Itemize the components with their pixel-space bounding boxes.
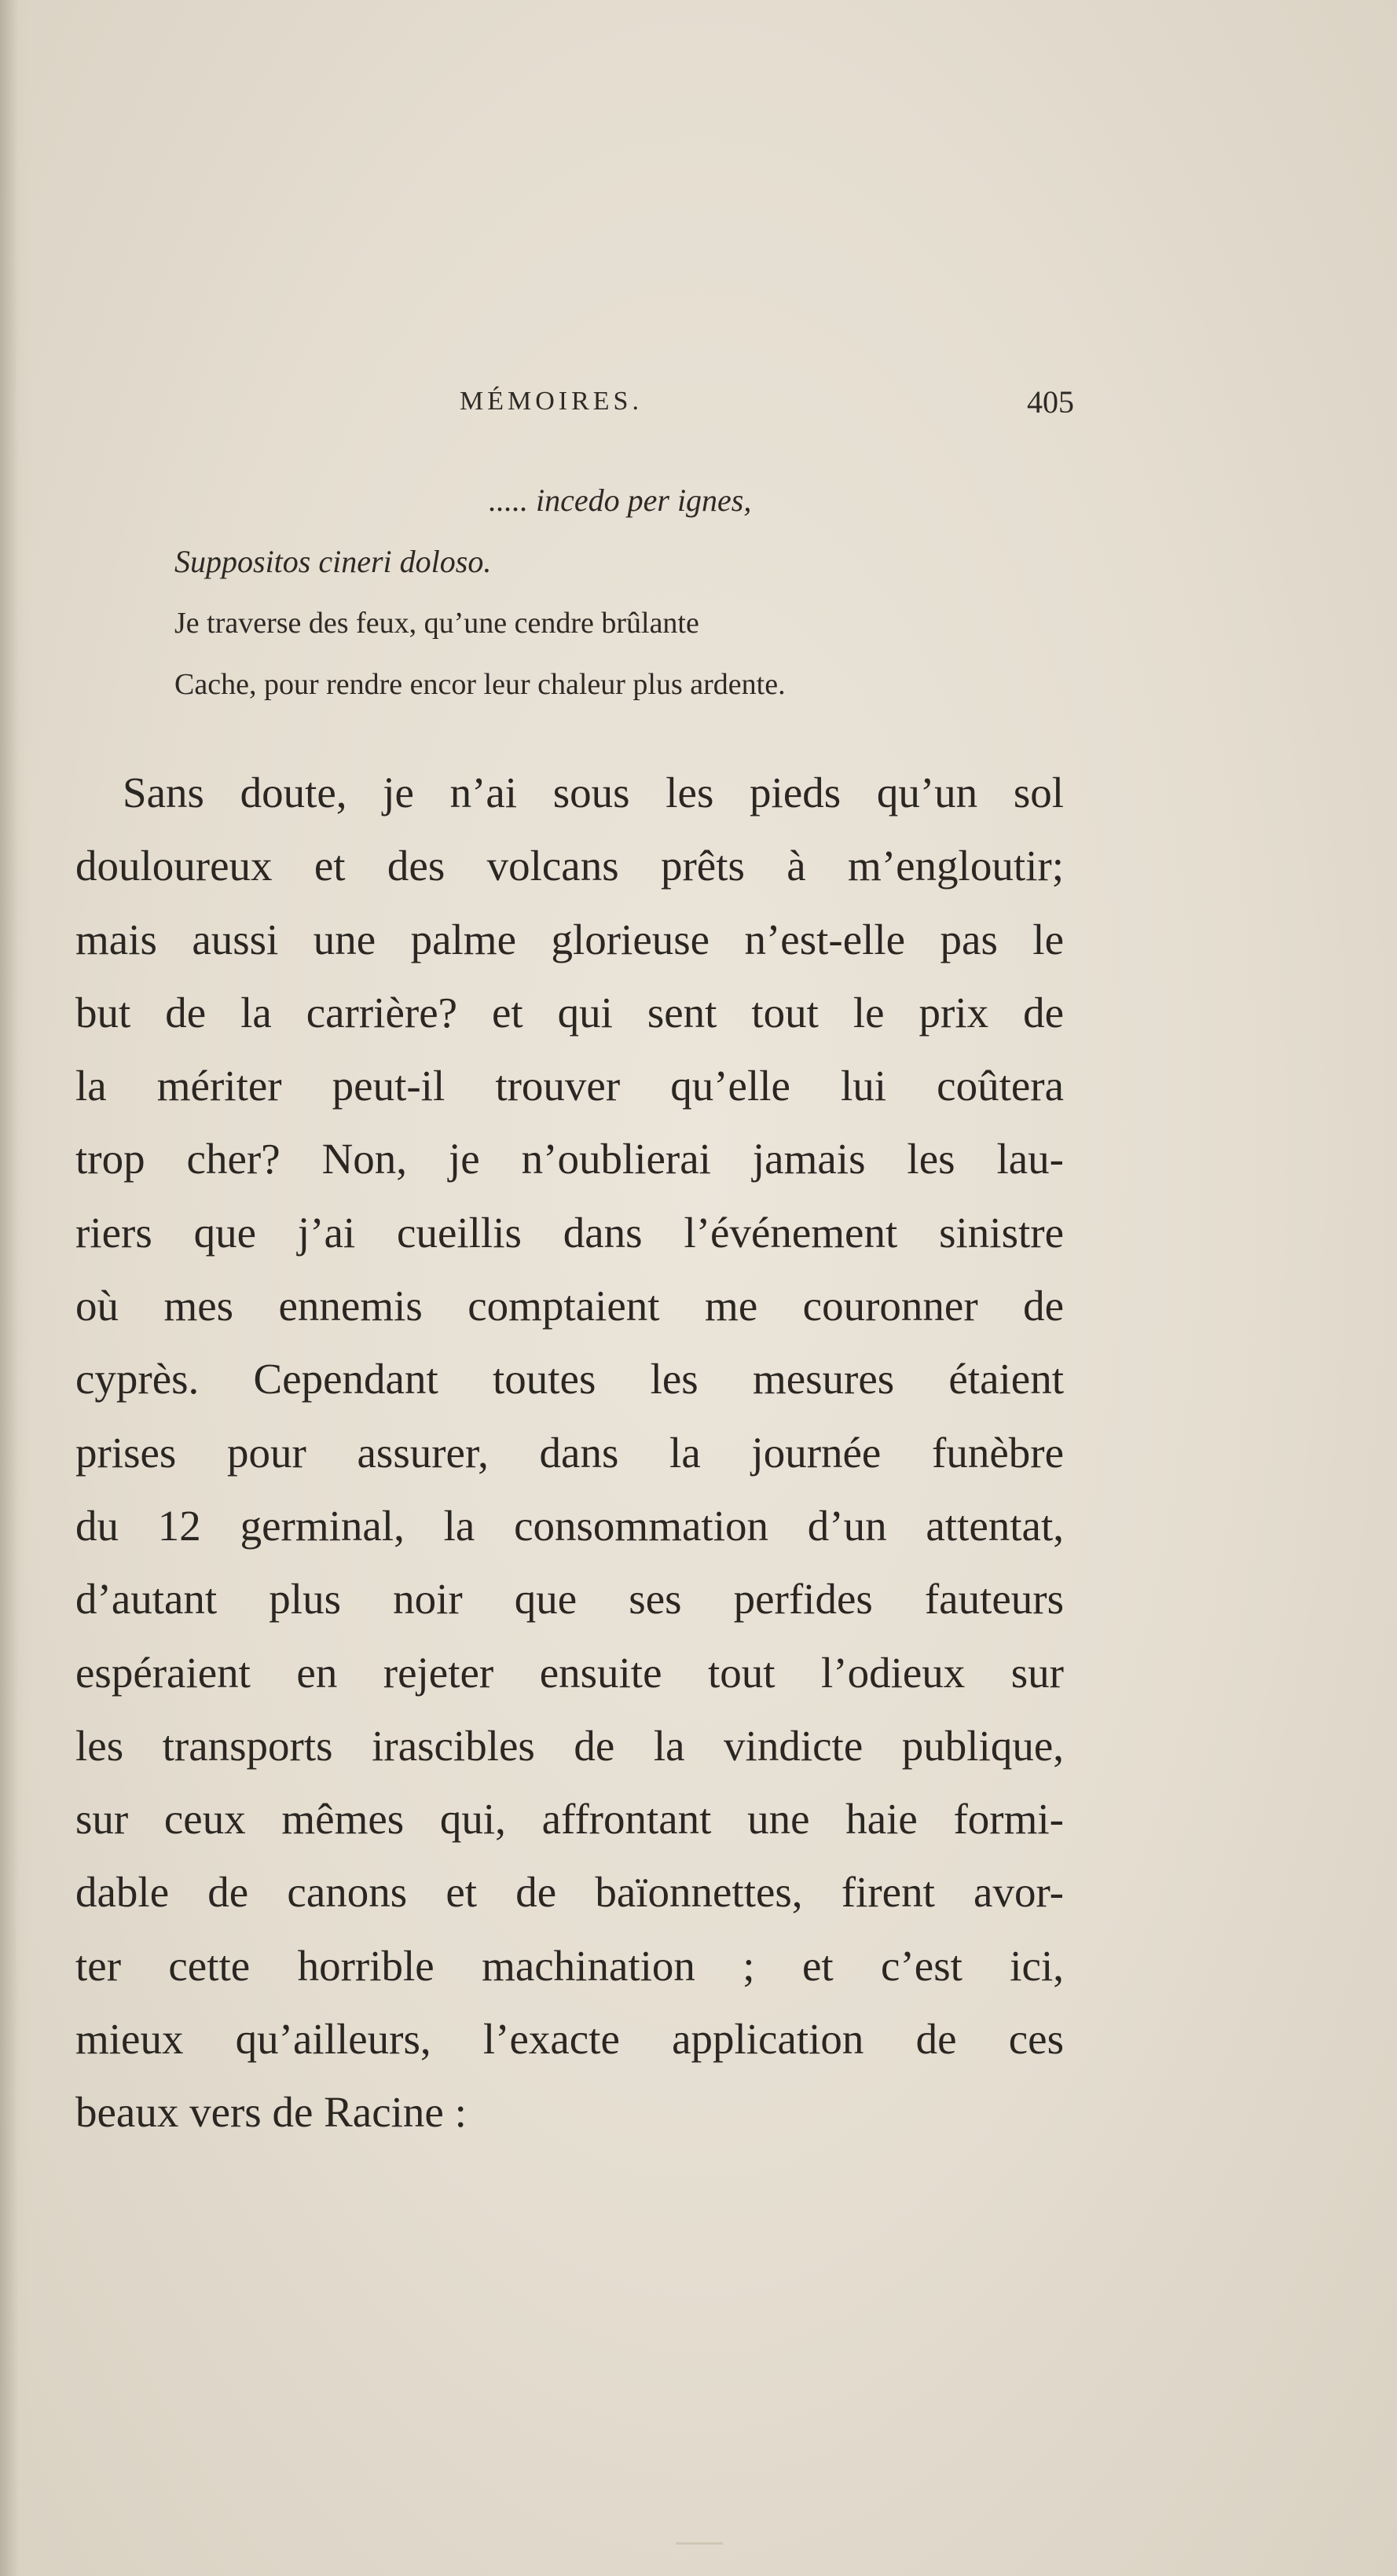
- text-line: les transports irascibles de la vindicte publique,: [75, 1721, 1064, 1770]
- text-line: où mes ennemis comptaient me couronner de: [75, 1282, 1064, 1330]
- page-number: 405: [1027, 384, 1074, 420]
- text-line: d’autant plus noir que ses perfides fauteurs: [75, 1575, 1064, 1624]
- text-line: prises pour assurer, dans la journée funèbre: [75, 1428, 1064, 1477]
- page-header: [460, 384, 1074, 434]
- text-line: espéraient en rejeter ensuite tout l’odieux sur: [75, 1648, 1064, 1697]
- text-line: du 12 germinal, la consommation d’un attentat,: [75, 1501, 1064, 1550]
- text-line: mieux qu’ailleurs, l’exacte application de ces: [75, 2015, 1064, 2064]
- running-head: MÉMOIRES.: [460, 387, 643, 416]
- text-line: cyprès. Cependant toutes les mesures étaient: [75, 1355, 1064, 1404]
- text-line: ter cette horrible machination ; et c’est ici,: [75, 1941, 1064, 1990]
- verse-line: Cache, pour rendre encor leur chaleur plus ardente.: [174, 668, 786, 701]
- verse-line: ..... incedo per ignes,: [489, 483, 752, 518]
- text-line: riers que j’ai cueillis dans l’événement sinistre: [75, 1208, 1064, 1257]
- text-line: trop cher? Non, je n’oublierai jamais les lau-: [75, 1135, 1064, 1183]
- text-line: la mériter peut-il trouver qu’elle lui coûtera: [75, 1062, 1064, 1110]
- text-line: Sans doute, je n’ai sous les pieds qu’un sol: [123, 769, 1064, 816]
- text-line: douloureux et des volcans prêts à m’engloutir;: [75, 842, 1064, 890]
- page-smudge: [676, 2542, 723, 2545]
- verse-line: Je traverse des feux, qu’une cendre brûlante: [174, 607, 699, 640]
- spine-shadow: [0, 0, 31, 2576]
- text-line: beaux vers de Racine :: [75, 2088, 467, 2137]
- text-line: dable de canons et de baïonnettes, firent avor-: [75, 1868, 1064, 1917]
- verse-line: Suppositos cineri doloso.: [174, 544, 492, 579]
- body-paragraph: [75, 756, 1064, 2149]
- verse-quotation: [174, 470, 1117, 715]
- text-line: but de la carrière? et qui sent tout le prix de: [75, 988, 1064, 1037]
- text-line: mais aussi une palme glorieuse n’est-elle pas le: [75, 915, 1064, 963]
- text-line: sur ceux mêmes qui, affrontant une haie formi-: [75, 1795, 1064, 1844]
